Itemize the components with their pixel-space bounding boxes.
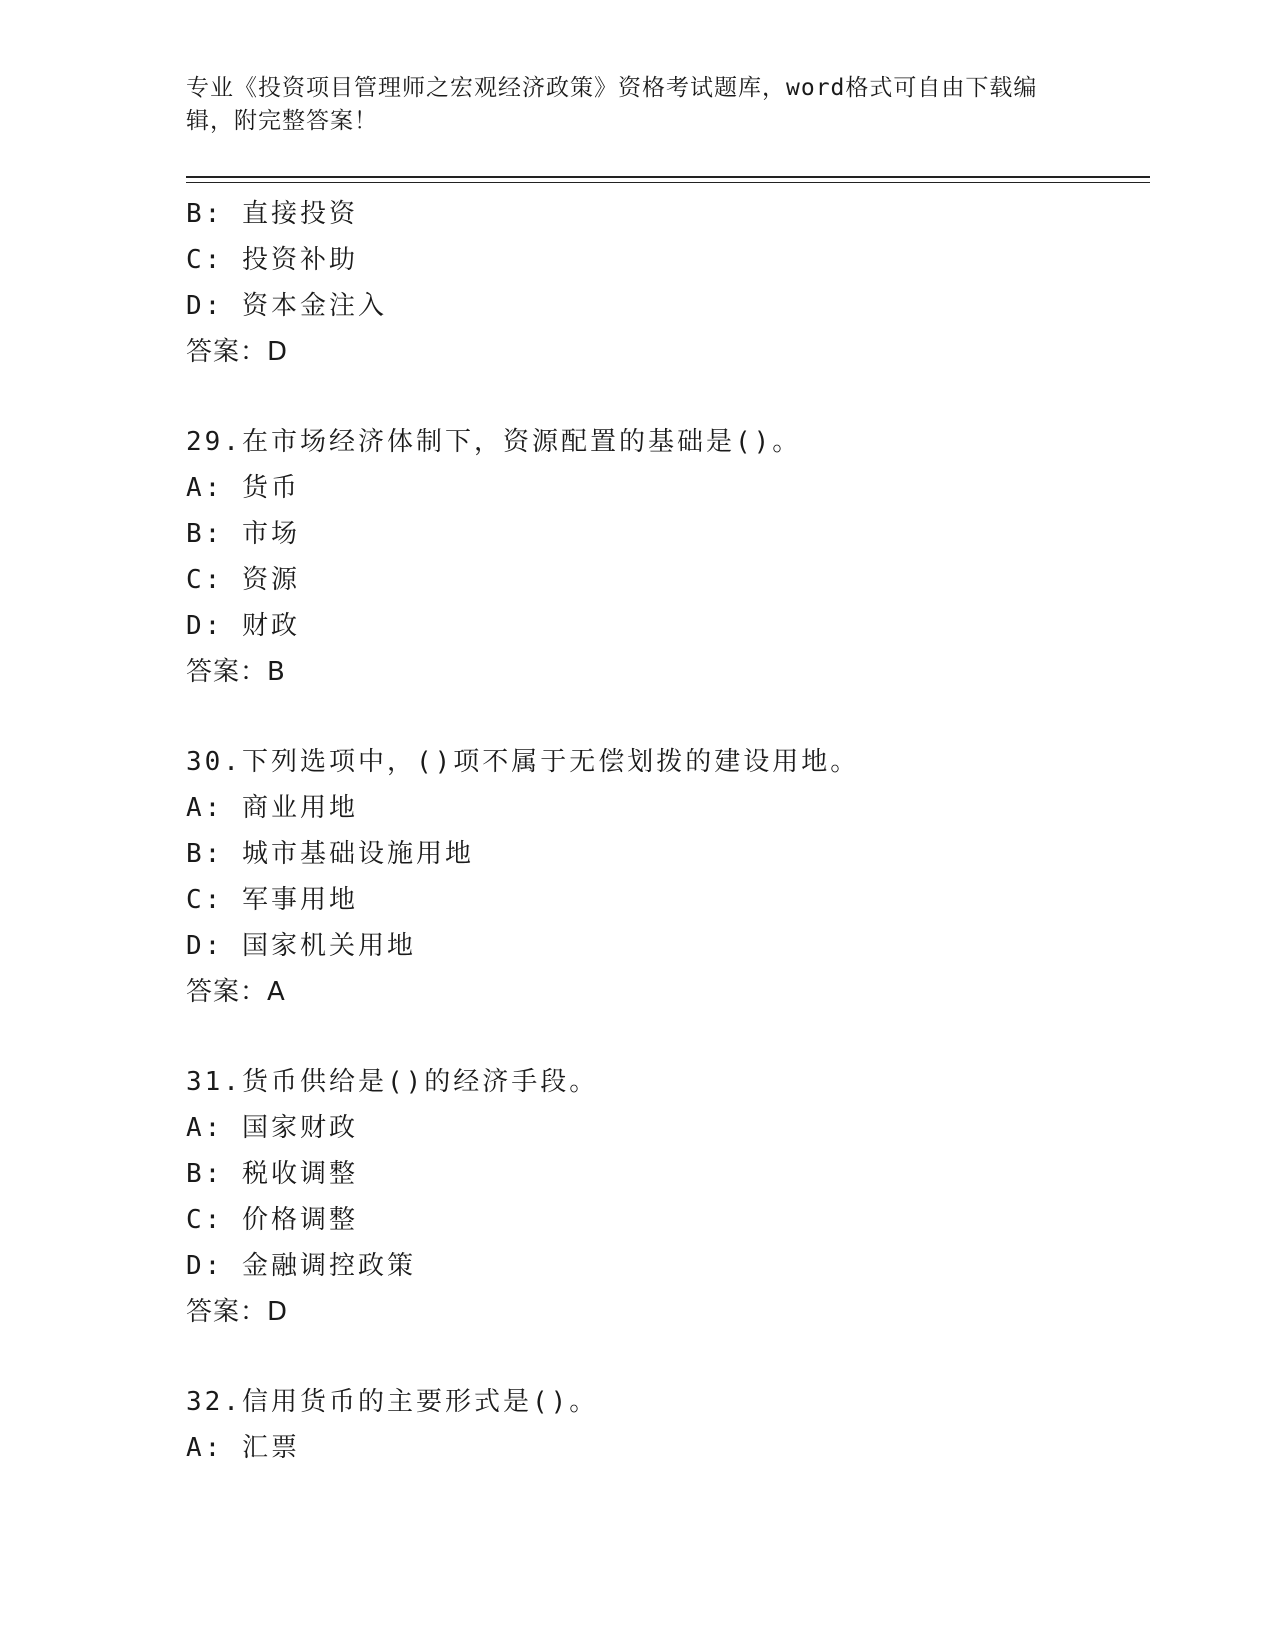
option-a: A: 货币 xyxy=(186,473,300,503)
answer: 答案：D xyxy=(186,337,289,367)
question-stem: 31.货币供给是()的经济手段。 xyxy=(186,1067,599,1097)
question-list xyxy=(186,191,1150,1471)
option-c: C: 投资补助 xyxy=(186,245,358,275)
option-d: D: 国家机关用地 xyxy=(186,931,416,961)
header-divider-thin xyxy=(186,182,1150,183)
header-divider-thick xyxy=(186,176,1150,178)
question-31 xyxy=(186,1059,1150,1335)
option-b: B: 市场 xyxy=(186,519,300,549)
option-d: D: 金融调控政策 xyxy=(186,1251,416,1281)
option-a: A: 商业用地 xyxy=(186,793,358,823)
answer: 答案：B xyxy=(186,657,286,687)
document-header xyxy=(186,72,1066,138)
question-30 xyxy=(186,739,1150,1015)
option-b: B: 税收调整 xyxy=(186,1159,358,1189)
answer: 答案：A xyxy=(186,977,286,1007)
option-c: C: 价格调整 xyxy=(186,1205,358,1235)
header-line-2: 辑，附完整答案！ xyxy=(186,108,378,134)
question-stem: 30.下列选项中，()项不属于无偿划拨的建设用地。 xyxy=(186,747,860,777)
option-a: A: 国家财政 xyxy=(186,1113,358,1143)
option-b: B: 城市基础设施用地 xyxy=(186,839,474,869)
option-d: D: 资本金注入 xyxy=(186,291,387,321)
continued-question xyxy=(186,191,1150,375)
question-32 xyxy=(186,1379,1150,1471)
question-stem: 32.信用货币的主要形式是()。 xyxy=(186,1387,599,1417)
answer: 答案：D xyxy=(186,1297,289,1327)
option-b: B: 直接投资 xyxy=(186,199,358,229)
header-line-1: 专业《投资项目管理师之宏观经济政策》资格考试题库，word格式可自由下载编 xyxy=(186,75,1038,101)
option-c: C: 资源 xyxy=(186,565,300,595)
question-29 xyxy=(186,419,1150,695)
question-stem: 29.在市场经济体制下，资源配置的基础是()。 xyxy=(186,427,802,457)
option-c: C: 军事用地 xyxy=(186,885,358,915)
option-a: A: 汇票 xyxy=(186,1433,300,1463)
option-d: D: 财政 xyxy=(186,611,300,641)
